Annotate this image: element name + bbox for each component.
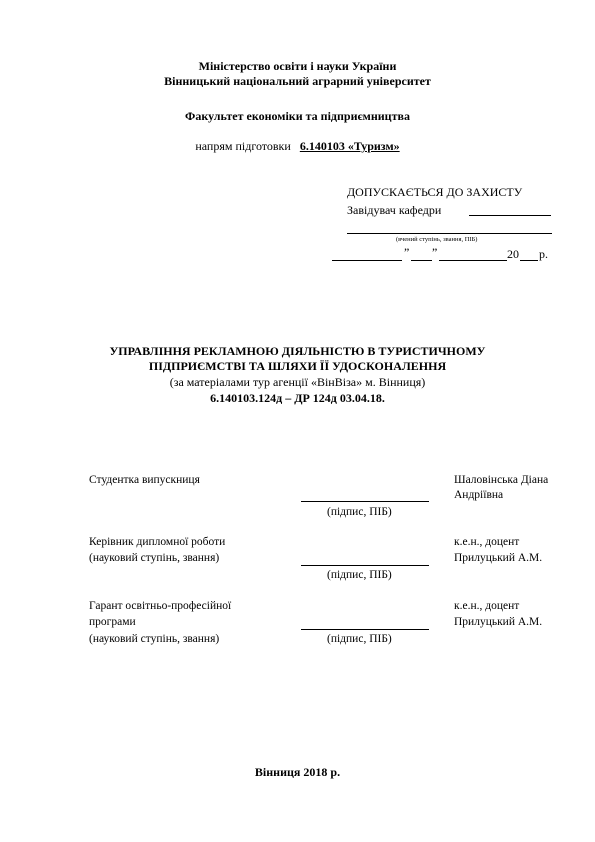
direction-line (0, 139, 595, 154)
approval-title: ДОПУСКАЄТЬСЯ ДО ЗАХИСТУ (347, 185, 523, 199)
thesis-subtitle: (за матеріалами тур агенції «ВінВіза» м. Вінниця) (169, 375, 426, 389)
guarantor-label-line1: Гарант освітньо-професійної (89, 600, 232, 612)
student-name-line2: Андріївна (454, 489, 504, 501)
guarantor-degree-hint: (науковий ступінь, звання) (89, 633, 220, 645)
direction-label: напрям підготовки (195, 139, 291, 153)
supervisor-signature-hint: (підпис, ПІБ) (327, 569, 392, 581)
date-year-line (520, 260, 538, 261)
date-year: 20 (507, 247, 519, 261)
supervisor-name: Прилуцький А.М. (454, 552, 543, 564)
supervisor-label: Керівник дипломної роботи (89, 536, 226, 548)
date-month-line (411, 260, 432, 261)
thesis-title-line2: ПІДПРИЄМСТВІ ТА ШЛЯХИ ЇЇ УДОСКОНАЛЕННЯ (148, 359, 447, 373)
ministry-line: Міністерство освіти і науки України (198, 59, 397, 73)
date-suffix: р. (539, 247, 548, 261)
faculty-line: Факультет економіки та підприємництва (185, 109, 410, 123)
guarantor-label-line2: програми (89, 616, 136, 628)
student-label: Студентка випускниця (89, 474, 200, 486)
supervisor-degree: к.е.н., доцент (454, 536, 520, 548)
direction-value: 6.140103 «Туризм» (299, 139, 400, 153)
thesis-title-line1: УПРАВЛІННЯ РЕКЛАМНОЮ ДІЯЛЬНІСТЮ В ТУРИСТИЧНОМУ (109, 344, 486, 358)
head-name-line (347, 233, 552, 234)
guarantor-name: Прилуцький А.М. (454, 616, 543, 628)
supervisor-signature-line (301, 565, 429, 566)
student-name-line1: Шаловінська Діана (454, 474, 549, 486)
student-signature-hint: (підпис, ПІБ) (327, 506, 392, 518)
head-hint: (вчений ступінь, звання, ПІБ) (396, 236, 478, 243)
supervisor-degree-hint: (науковий ступінь, звання) (89, 552, 220, 564)
university-line: Вінницький національний аграрний університет (164, 74, 431, 88)
thesis-code: 6.140103.124д – ДР 124д 03.04.18. (210, 391, 385, 405)
date-quote-close: ” (432, 245, 438, 259)
guarantor-signature-line (301, 629, 429, 630)
guarantor-signature-hint: (підпис, ПІБ) (327, 633, 392, 645)
head-signature-line (469, 215, 551, 216)
student-signature-line (301, 501, 429, 502)
guarantor-degree: к.е.н., доцент (454, 600, 520, 612)
date-day-line (332, 260, 402, 261)
date-quote-open: ” (404, 245, 410, 259)
city-year: Вінниця 2018 р. (254, 765, 341, 779)
date-month-name-line (439, 260, 507, 261)
head-of-department-label: Завідувач кафедри (347, 203, 442, 217)
